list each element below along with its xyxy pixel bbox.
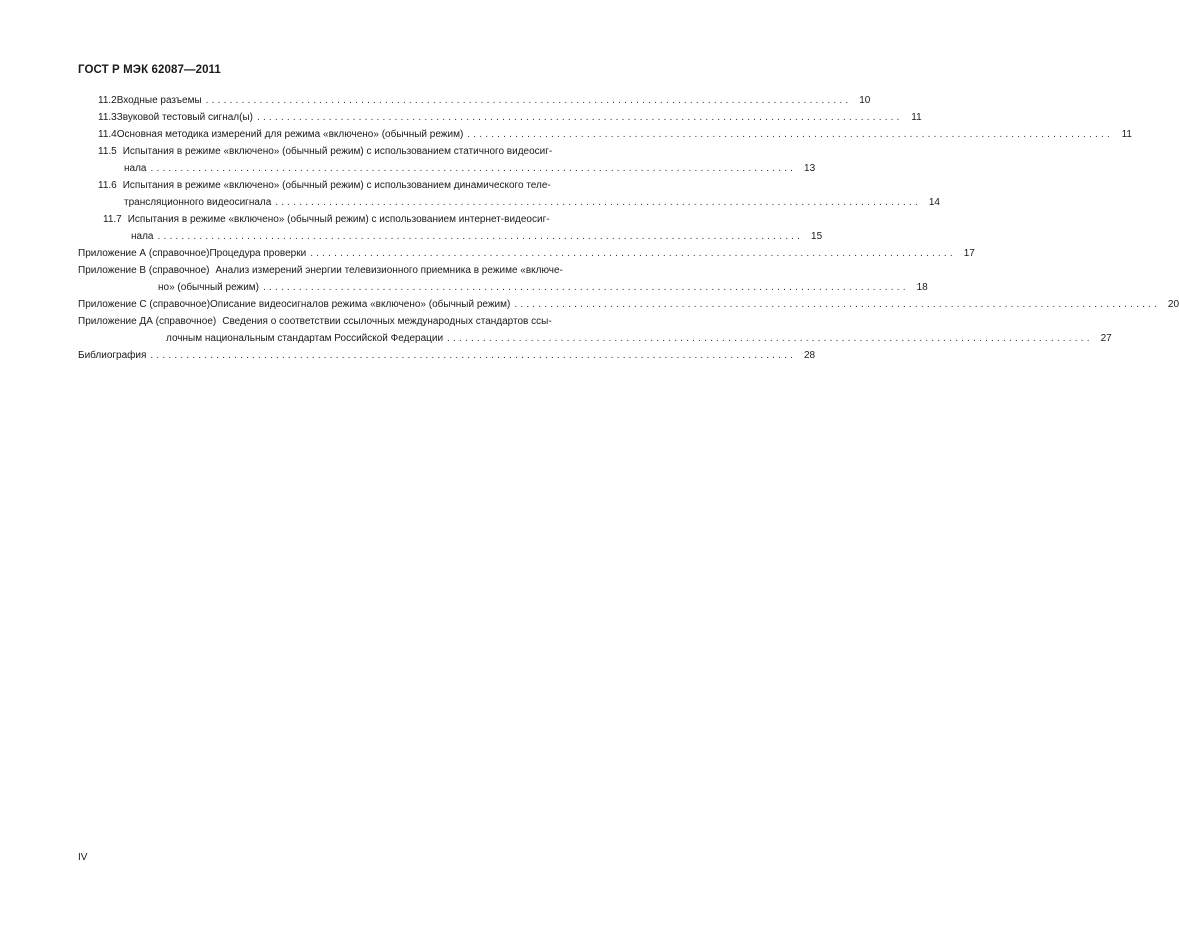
dot-leader: ............................................................................................................ [150,350,797,361]
toc-entry-bibliography[interactable] [78,347,816,364]
toc-page-number: 15 [811,231,823,242]
toc-entry-title: Библиография [78,350,147,361]
table-of-contents [78,92,1179,364]
toc-page-number: 11 [1121,129,1132,140]
toc-entry-number: 11.3 [98,112,117,123]
toc-entry-title: Описание видеосигналов режима «включено» (обычный режим) [210,299,511,310]
toc-entry-title: Основная методика измерений для режима «включено» (обычный режим) [116,129,464,140]
toc-entry-11-7[interactable] [78,211,823,245]
dot-leader: ............................................................................................................ [447,333,1093,344]
toc-entry-appendix-c[interactable] [78,296,1179,313]
toc-page-number: 17 [963,248,975,259]
toc-page-number: 18 [916,282,928,293]
toc-appendix-label: Приложение А (справочное) [78,248,210,259]
toc-page-number: 14 [928,197,940,208]
dot-leader: ............................................................................................................ [467,129,1113,140]
toc-entry-appendix-da[interactable] [78,313,1112,347]
toc-page-number: 27 [1100,333,1112,344]
dot-leader: ............................................................................................................ [514,299,1161,310]
toc-entry-number: 11.6 [98,180,117,191]
toc-page-number: 11 [911,112,922,123]
page-number-footer: IV [78,852,88,863]
toc-entry-title-line2: нала [131,231,154,242]
toc-entry-title-line2: трансляционного видеосигнала [124,197,272,208]
toc-entry-number: 11.7 [103,214,122,225]
toc-entry-title-line1: Анализ измерений энергии телевизионного приемника в режиме «включе- [215,265,563,276]
toc-entry-number: 11.5 [98,146,117,157]
toc-entry-11-4[interactable] [78,126,1132,143]
toc-entry-title: Звуковой тестовый сигнал(ы) [116,112,253,123]
document-standard-header: ГОСТ Р МЭК 62087—2011 [78,64,221,76]
toc-entry-title: Входные разъемы [116,95,202,106]
toc-entry-title-line2: нала [124,163,147,174]
toc-page-number: 28 [803,350,816,361]
toc-entry-11-6[interactable] [78,177,940,211]
toc-entry-title-line1: Испытания в режиме «включено» (обычный режим) с использованием динамического теле- [122,180,551,191]
toc-appendix-label: Приложение С (справочное) [78,299,211,310]
toc-entry-number: 11.4 [98,129,117,140]
toc-entry-title-line2: но» (обычный режим) [158,282,260,293]
dot-leader: ............................................................................................................ [263,282,909,293]
toc-appendix-label: Приложение В (справочное) [78,265,210,276]
dot-leader: ............................................................................................................ [275,197,921,208]
toc-page-number: 13 [804,163,816,174]
dot-leader: ............................................................................................................ [150,163,797,174]
toc-entry-title-line2: лочным национальным стандартам Российской Федерации [166,333,444,344]
toc-entry-number: 11.2 [98,95,117,106]
toc-entry-11-2[interactable] [78,92,871,109]
toc-page-number: 20 [1167,299,1179,310]
toc-entry-title-line1: Сведения о соответствии ссылочных международных стандартов ссы- [222,316,552,327]
toc-entry-appendix-b[interactable] [78,262,928,296]
toc-page-number: 10 [859,95,871,106]
toc-entry-title-line1: Испытания в режиме «включено» (обычный режим) с использованием интернет-видеосиг- [127,214,550,225]
dot-leader: ............................................................................................................ [205,95,852,106]
toc-entry-11-5[interactable] [78,143,816,177]
toc-entry-appendix-a[interactable] [78,245,975,262]
toc-entry-11-3[interactable] [78,109,922,126]
toc-entry-title: Процедура проверки [209,248,307,259]
toc-appendix-label: Приложение ДА (справочное) [78,316,217,327]
toc-entry-title-line1: Испытания в режиме «включено» (обычный режим) с использованием статичного видеосиг- [122,146,553,157]
dot-leader: ............................................................................................................ [310,248,956,259]
dot-leader: ............................................................................................................ [256,112,903,123]
dot-leader: ............................................................................................................ [157,231,804,242]
